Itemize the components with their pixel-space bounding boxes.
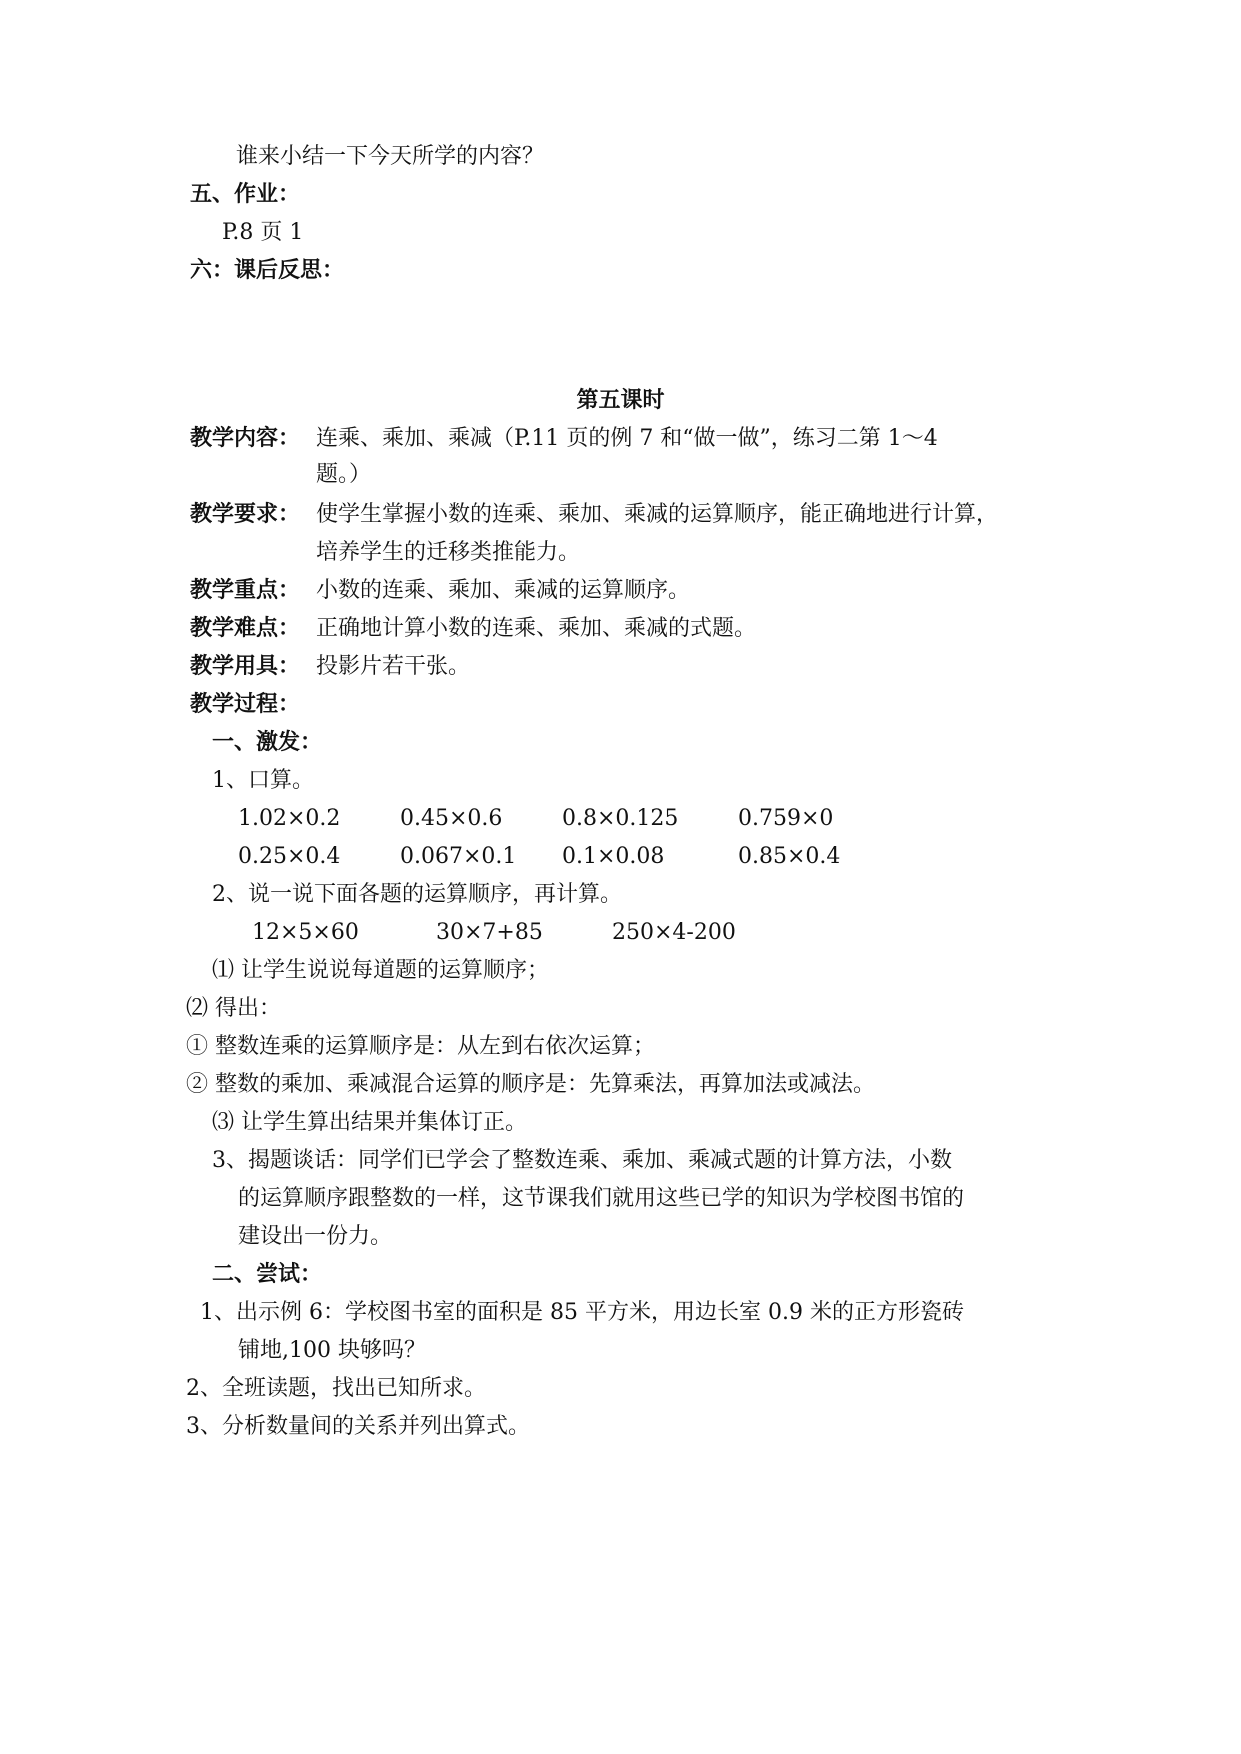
order-item: 30×7+85 [436,920,543,945]
conclusion-2: ② 整数的乘加、乘减混合运算的顺序是：先算乘法，再算加法或减法。 [186,1072,875,1097]
intro-talk-line1: 3、揭题谈话：同学们已学会了整数连乘、乘加、乘减式题的计算方法，小数 [212,1148,952,1173]
conclusion-1: ① 整数连乘的运算顺序是：从左到右依次运算； [186,1034,655,1059]
oral-item: 0.25×0.4 [238,844,341,869]
step-2: ⑵ 得出： [186,996,281,1021]
order-question: 2、说一说下面各题的运算顺序，再计算。 [212,882,622,907]
part1-heading: 一、激发： [212,730,323,755]
difficulty-text: 正确地计算小数的连乘、乘加、乘减的式题。 [316,616,757,641]
content-text-line1: 连乘、乘加、乘减（P.11 页的例 7 和“做一做”，练习二第 1～4 [316,426,938,451]
summary-question: 谁来小结一下今天所学的内容？ [236,144,545,169]
oral-item: 0.759×0 [738,806,834,831]
key-point-text: 小数的连乘、乘加、乘减的运算顺序。 [316,578,691,603]
step-1: ⑴ 让学生说说每道题的运算顺序； [212,958,549,983]
key-point-label: 教学重点： [190,578,301,603]
intro-talk-line3: 建设出一份力。 [238,1224,393,1249]
requirement-label: 教学要求： [190,502,301,527]
oral-item: 0.067×0.1 [400,844,517,869]
difficulty-label: 教学难点： [190,616,301,641]
oral-item: 0.45×0.6 [400,806,503,831]
oral-item: 0.85×0.4 [738,844,841,869]
tools-label: 教学用具： [190,654,301,679]
homework-text: P.8 页 1 [222,220,304,245]
step-3: ⑶ 让学生算出结果并集体订正。 [212,1110,527,1135]
content-label: 教学内容： [190,426,301,451]
oral-item: 1.02×0.2 [238,806,341,831]
order-item: 12×5×60 [252,920,359,945]
oral-item: 0.1×0.08 [562,844,665,869]
example-line1: 1、出示例 6：学校图书室的面积是 85 平方米，用边长室 0.9 米的正方形瓷砖 [200,1300,964,1325]
oral-item: 0.8×0.125 [562,806,679,831]
intro-talk-line2: 的运算顺序跟整数的一样，这节课我们就用这些已学的知识为学校图书馆的 [238,1186,965,1211]
requirement-text-line1: 使学生掌握小数的连乘、乘加、乘减的运算顺序，能正确地进行计算， [316,502,999,527]
process-label: 教学过程： [190,692,301,717]
order-item: 250×4-200 [612,920,736,945]
example-line2: 铺地,100 块够吗？ [238,1338,426,1363]
requirement-text-line2: 培养学生的迁移类推能力。 [316,540,581,565]
oral-calc-heading: 1、口算。 [212,768,314,793]
tools-text: 投影片若干张。 [316,654,471,679]
analyze-relation: 3、分析数量间的关系并列出算式。 [186,1414,530,1439]
part2-heading: 二、尝试： [212,1262,323,1287]
section-homework-heading: 五、作业： [190,182,301,207]
read-question: 2、全班读题，找出已知所求。 [186,1376,486,1401]
lesson-title: 第五课时 [576,388,665,413]
content-text-line2: 题。） [316,462,372,487]
section-reflection-heading: 六：课后反思： [190,258,345,283]
